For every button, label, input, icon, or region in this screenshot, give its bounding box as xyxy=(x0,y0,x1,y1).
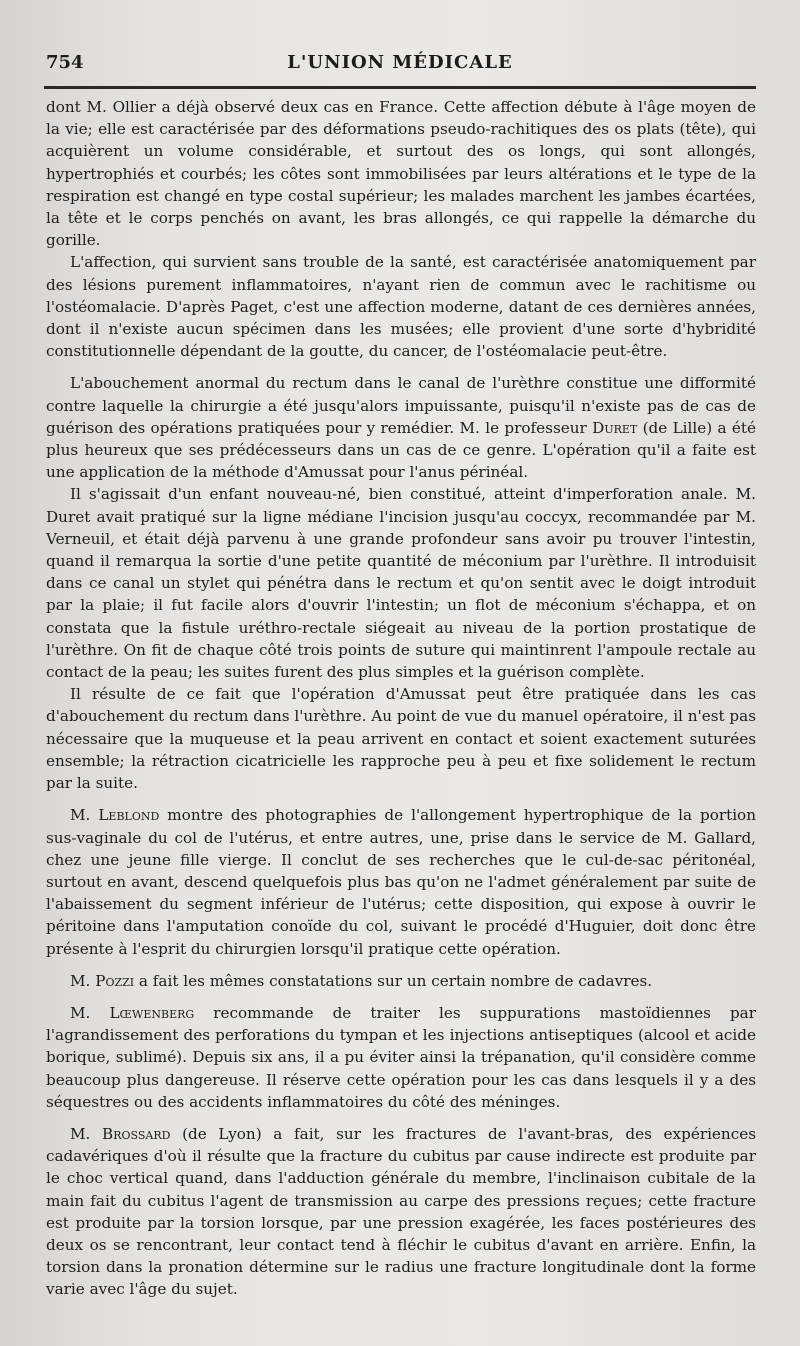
paragraph-text: M. xyxy=(70,1003,110,1022)
page-number: 754 xyxy=(46,52,84,73)
paragraph-case-report: Il s'agissait d'un enfant nouveau-né, bien constitué, atteint d'imperforation anale. M. Duret avait pratiqué sur la ligne médiane l'incision jusqu'au coccyx, recommandée par M. Verneuil, et était déjà parvenu à une grande profondeur sans avoir pu trouver l'intestin, quand il remarqua la sortie d'une petite quantité de méconium par l'urèthre. Il introduisit dans ce canal un stylet qui pénétra dans le rectum et qu'on sentit avec le doigt introduit par la plaie; il fut facile alors d'ouvrir l'intestin; un flot de méconium s'échappa, et on constata que la fistule uréthro-rectale siégeait au niveau de la portion prostatique de l'urèthre. On fit de chaque côté trois points de suture qui maintinrent l'ampoule rectale au contact de la peau; les suites furent des plus simples et la guérison complète. xyxy=(46,485,756,682)
paragraph-affection-anatomy: L'affection, qui survient sans trouble de la santé, est caractérisée anatomiquement par des lésions purement inflammatoires, n'ayant rien de commun avec le rachitisme ou l'ostéomalacie. D'après Paget, c'est une affection moderne, datant de ces dernières années, dont il n'existe aucun spécimen dans les musées; elle provient d'une sorte d'hybridité constitutionnelle dépendant de la goutte, du cancer, de l'ostéomalacie peut-être. xyxy=(46,253,756,361)
author-name-loewenberg: Lœwenberg xyxy=(109,1003,195,1022)
paragraph-text: a fait les mêmes constatations sur un certain nombre de cadavres. xyxy=(134,971,653,990)
paragraph-text: montre des photographies de l'allongement hypertrophique de la portion sus-vaginale du col de l'utérus, et entre autres, une, prise dans le service de M. Gallard, chez une jeune fille vierge. Il conclut de ses recherches que le cul-de-sac péritonéal, surtout en avant, descend quelquefois plus bas qu'on ne l'admet généralement par suite de l'abaissement du segment inférieur de l'utérus; cette disposition, qui expose à ouvrir le péritoine dans l'amputation conoïde du col, suivant le procédé d'Huguier, doit donc être présente à l'esprit du chirurgien lorsqu'il pratique cette opération. xyxy=(46,806,756,958)
author-name-duret: Duret xyxy=(592,418,638,437)
paragraph-text: (de Lille) a été plus heureux que ses prédécesseurs dans un cas de ce genre. L'opération qu'il a faite est une application de la méthode d'Amussat pour l'anus périnéal. xyxy=(46,418,756,482)
author-name-brossard: Brossard xyxy=(102,1124,171,1143)
paragraph-text: recommande de traiter les suppurations mastoïdiennes par l'agrandissement des perforations du tympan et les injections antiseptiques (alcool et acide borique, sublimé). Depuis six ans, il a pu éviter ainsi la trépanation, qu'il considère comme beaucoup plus dangereuse. Il réserve cette opération pour les cas dans lesquels il y a des séquestres ou des accidents inflammatoires du côté des méninges. xyxy=(46,1003,756,1111)
paragraph-conclusion-amussat: Il résulte de ce fait que l'opération d'Amussat peut être pratiquée dans les cas d'abouchement du rectum dans l'urèthre. Au point de vue du manuel opératoire, il n'est pas nécessaire que la muqueuse et la peau arrivent en contact et soient exactement suturées ensemble; la rétraction cicatricielle les rapproche peu à peu et fixe solidement le rectum par la suite. xyxy=(46,685,756,793)
paragraph-leblond xyxy=(46,804,756,959)
paragraph-paget-disease: dont M. Ollier a déjà observé deux cas en France. Cette affection débute à l'âge moyen de la vie; elle est caractérisée par des déformations pseudo-rachitiques des os plats (tête), qui acquièrent un volume considérable, et surtout des os longs, qui sont allongés, hypertrophiés et courbés; les côtes sont immobilisées par leurs altérations et le type de la respiration est changé en type costal supérieur; les malades marchent les jambes écartées, la tête et le corps penchés on avant, les bras allongés, ce qui rappelle la démarche du gorille. xyxy=(46,98,756,250)
paragraph-brossard xyxy=(46,1123,756,1301)
author-name-pozzi: Pozzi xyxy=(95,971,135,990)
paragraph-text: (de Lyon) a fait, sur les fractures de l'avant-bras, des expériences cadavériques d'où il résulte que la fracture du cubitus par cause indirecte est produite par le choc vertical quand, dans l'adduction générale du membre, l'inclinaison cubitale de la main fait du cubitus l'agent de transmission au carpe des pressions reçues; cette fracture est produite par la torsion lorsque, par une pression exagérée, les faces postérieures des deux os se rencontrant, leur contact tend à fléchir le cubitus d'avant en arrière. Enfin, la torsion dans la pronation détermine sur le radius une fracture longitudinale dont la forme varie avec l'âge du sujet. xyxy=(46,1124,756,1299)
article-body xyxy=(46,96,756,1301)
paragraph-text: L'abouchement anormal du rectum dans le canal de l'urèthre constitue une difformité contre laquelle la chirurgie a été jusqu'alors impuissante, puisqu'il n'existe pas de cas de guérison des opérations pratiquées pour y remédier. M. le professeur xyxy=(46,374,756,437)
paragraph-loewenberg xyxy=(46,1002,756,1113)
journal-title: L'UNION MÉDICALE xyxy=(287,52,513,73)
paragraph-rectum-urethra xyxy=(46,372,756,483)
paragraph-pozzi xyxy=(46,970,756,992)
author-name-leblond: Leblond xyxy=(98,806,160,825)
paragraph-text: M. xyxy=(70,806,99,825)
paragraph-text: M. xyxy=(70,1124,103,1143)
header-rule xyxy=(44,86,756,89)
paragraph-text: M. xyxy=(70,971,96,990)
page-header xyxy=(46,50,754,84)
